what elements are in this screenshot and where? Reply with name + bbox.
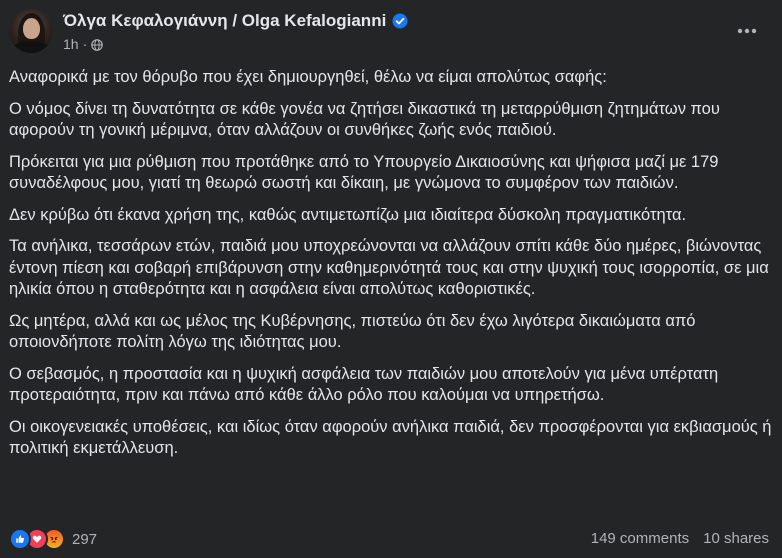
post-paragraph: Ως μητέρα, αλλά και ως μέλος της Κυβέρνησης, πιστεύω ότι δεν έχω λιγότερα δικαιώματα από οποιονδήποτε πολίτη λόγω της ιδιότητας μου. (9, 311, 696, 351)
more-options-button[interactable] (728, 14, 766, 48)
shares-count[interactable]: 10 shares (703, 530, 769, 547)
reactions-summary[interactable] (9, 528, 97, 550)
post-paragraph: Πρόκειται για μια ρύθμιση που προτάθηκε από το Υπουργείο Δικαιοσύνης και ψήφισα μαζί με 179 συναδέλφους μου, γιατί τη θεωρώ σωστή και δίκαιη, με γνώμονα το συμφέρον των παιδιών. (9, 152, 719, 192)
author-avatar[interactable] (9, 9, 53, 53)
more-options-icon (737, 28, 757, 34)
comments-count[interactable]: 149 comments (590, 530, 690, 547)
engagement-stats (591, 530, 769, 547)
post-paragraph: Δεν κρύβω ότι έκανα χρήση της, καθώς αντιμετωπίζω μια ιδιαίτερα δύσκολη πραγματικότητα. (9, 205, 687, 224)
post-paragraph: Ο νόμος δίνει τη δυνατότητα σε κάθε γονέα να ζητήσει δικαστικά τη μεταρρύθμιση ζητημάτων που αφορούν τη γονική μέριμνα, όταν αλλάζουν οι συνθήκες ζωής ενός παιδιού. (9, 99, 720, 139)
post-paragraph: Αναφορικά με τον θόρυβο που έχει δημιουργηθεί, θέλω να είμαι απολύτως σαφής: (9, 68, 607, 86)
verified-badge-icon (392, 13, 408, 29)
post-paragraph: Οι οικογενειακές υποθέσεις, και ιδίως όταν αφορούν ανήλικα παιδιά, δεν προσφέρονται για εκβιασμούς ή πολιτική εκμετάλλευση. (9, 417, 772, 457)
post-paragraph: Τα ανήλικα, τεσσάρων ετών, παιδιά μου υποχρεώνονται να αλλάζουν σπίτι κάθε δύο ημέρες, βιώνοντας έντονη πίεση και σοβαρή επιβάρυνση στην καθημερινότητά τους και στην ψυχική τους ισορροπία, σε μια ηλικία όπου η σταθερότητα και η ασφάλεια είναι απολύτως καθοριστικές. (9, 237, 769, 298)
author-name[interactable]: Όλγα Κεφαλογιάννη / Olga Kefalogianni (63, 11, 387, 30)
like-icon (9, 528, 31, 550)
globe-icon[interactable] (91, 38, 103, 50)
post-paragraph: Ο σεβασμός, η προστασία και η ψυχική ασφάλεια των παιδιών μου αποτελούν για μένα υπέρτατη προτεραιότητα, πριν και πάνω από κάθε άλλο ρόλο που καλούμαι να υπηρετήσω. (9, 364, 719, 404)
author-line (63, 10, 408, 32)
meta-separator: · (82, 36, 88, 52)
post-footer (0, 526, 782, 554)
post-body (9, 67, 773, 470)
post-header (0, 0, 782, 62)
reaction-count[interactable]: 297 (72, 530, 98, 548)
post-meta (63, 35, 103, 53)
post-timestamp[interactable]: 1h (63, 36, 79, 52)
